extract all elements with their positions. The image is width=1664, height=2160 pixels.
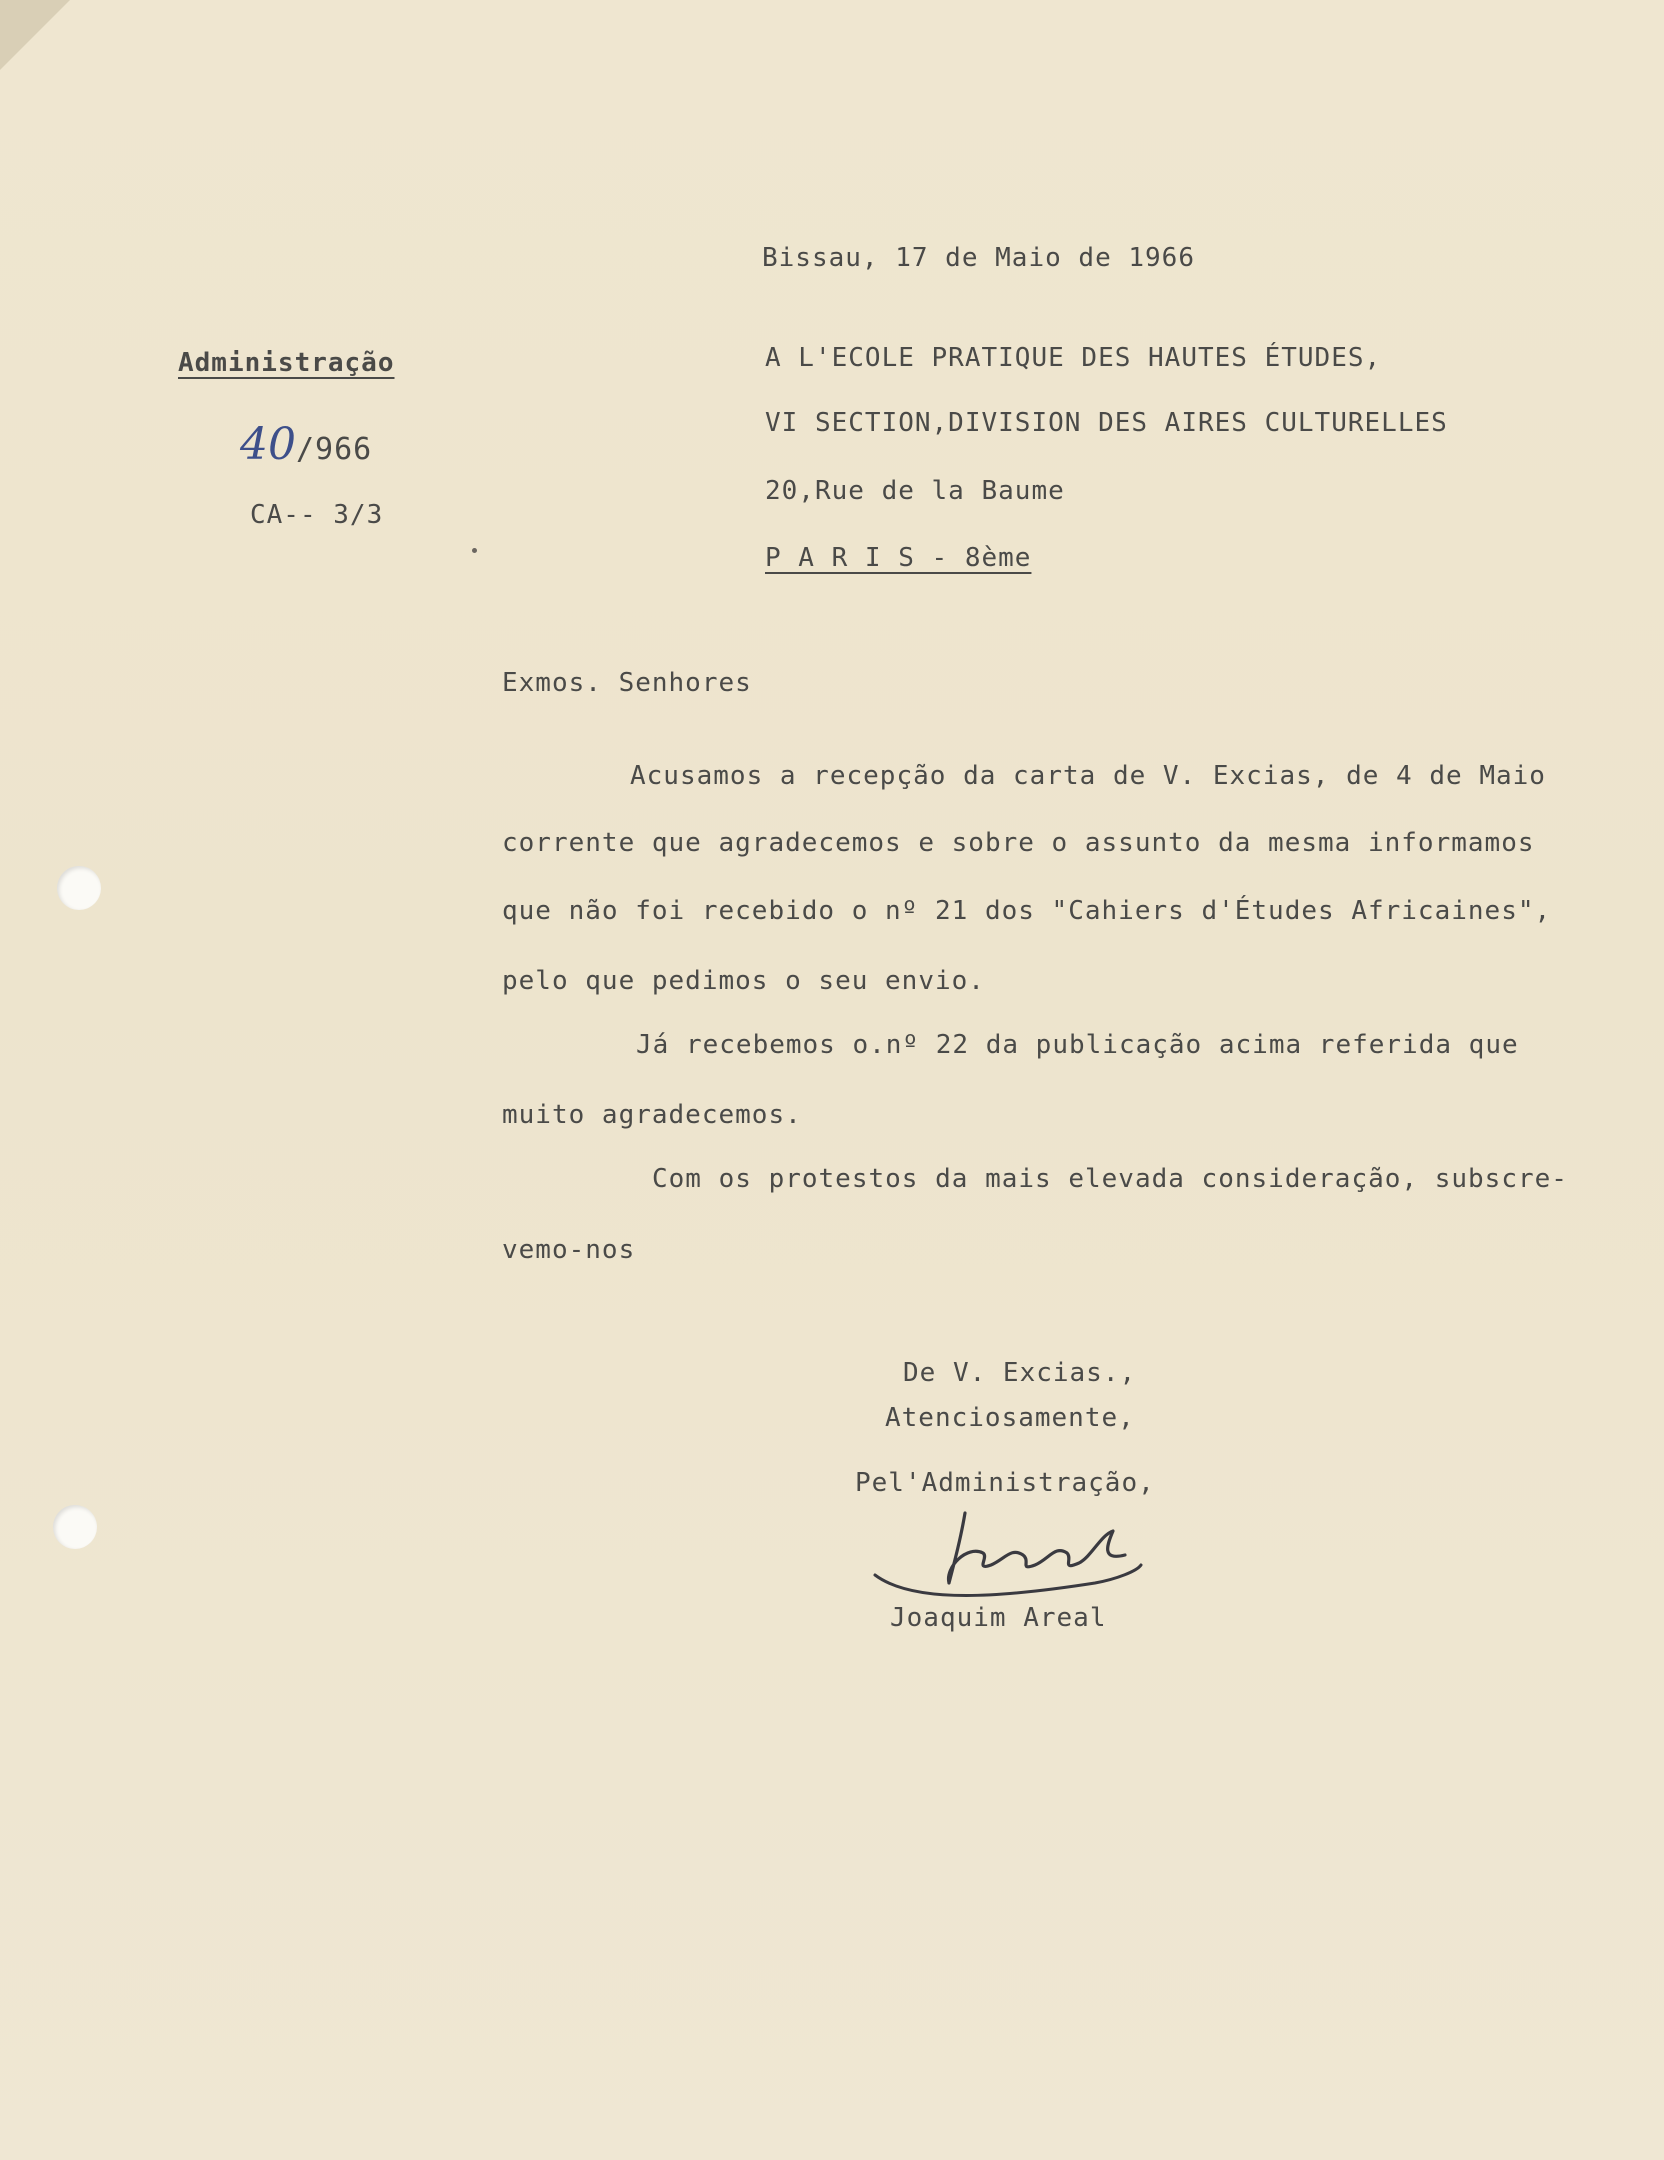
folded-corner bbox=[0, 0, 70, 70]
recipient-line-1: A L'ECOLE PRATIQUE DES HAUTES ÉTUDES, bbox=[765, 343, 1382, 373]
closing-line-1: De V. Excias., bbox=[903, 1358, 1137, 1388]
recipient-line-2: VI SECTION,DIVISION DES AIRES CULTURELLES bbox=[765, 408, 1448, 438]
department-label: Administração bbox=[178, 348, 395, 378]
ink-speck bbox=[472, 548, 477, 553]
body-line-1: Acusamos a recepção da carta de V. Excias, de 4 de Maio bbox=[630, 761, 1546, 791]
punch-hole-top bbox=[57, 866, 101, 910]
body-line-6: muito agradecemos. bbox=[502, 1100, 802, 1130]
closing-line-2: Atenciosamente, bbox=[885, 1403, 1135, 1433]
body-line-8: vemo-nos bbox=[502, 1235, 636, 1265]
body-line-3: que não foi recebido o nº 21 dos "Cahiers d'Études Africaines", bbox=[502, 896, 1552, 926]
signatory-name: Joaquim Areal bbox=[890, 1603, 1107, 1633]
salutation: Exmos. Senhores bbox=[502, 668, 752, 698]
reference-code: CA-- 3/3 bbox=[250, 500, 384, 530]
body-line-4: pelo que pedimos o seu envio. bbox=[502, 966, 985, 996]
handwritten-signature bbox=[855, 1505, 1145, 1610]
reference-year: /966 bbox=[296, 432, 373, 467]
date-line: Bissau, 17 de Maio de 1966 bbox=[762, 243, 1195, 273]
punch-hole-bottom bbox=[53, 1505, 97, 1549]
reference-number bbox=[240, 419, 373, 470]
reference-handwritten: 40 bbox=[240, 419, 296, 470]
closing-line-3: Pel'Administração, bbox=[855, 1468, 1155, 1498]
recipient-line-4: P A R I S - 8ème bbox=[765, 543, 1032, 573]
body-line-2: corrente que agradecemos e sobre o assunto da mesma informamos bbox=[502, 828, 1535, 858]
recipient-line-3: 20,Rue de la Baume bbox=[765, 476, 1065, 506]
body-line-7: Com os protestos da mais elevada consideração, subscre- bbox=[652, 1164, 1568, 1194]
body-line-5: Já recebemos o.nº 22 da publicação acima referida que bbox=[636, 1030, 1519, 1060]
